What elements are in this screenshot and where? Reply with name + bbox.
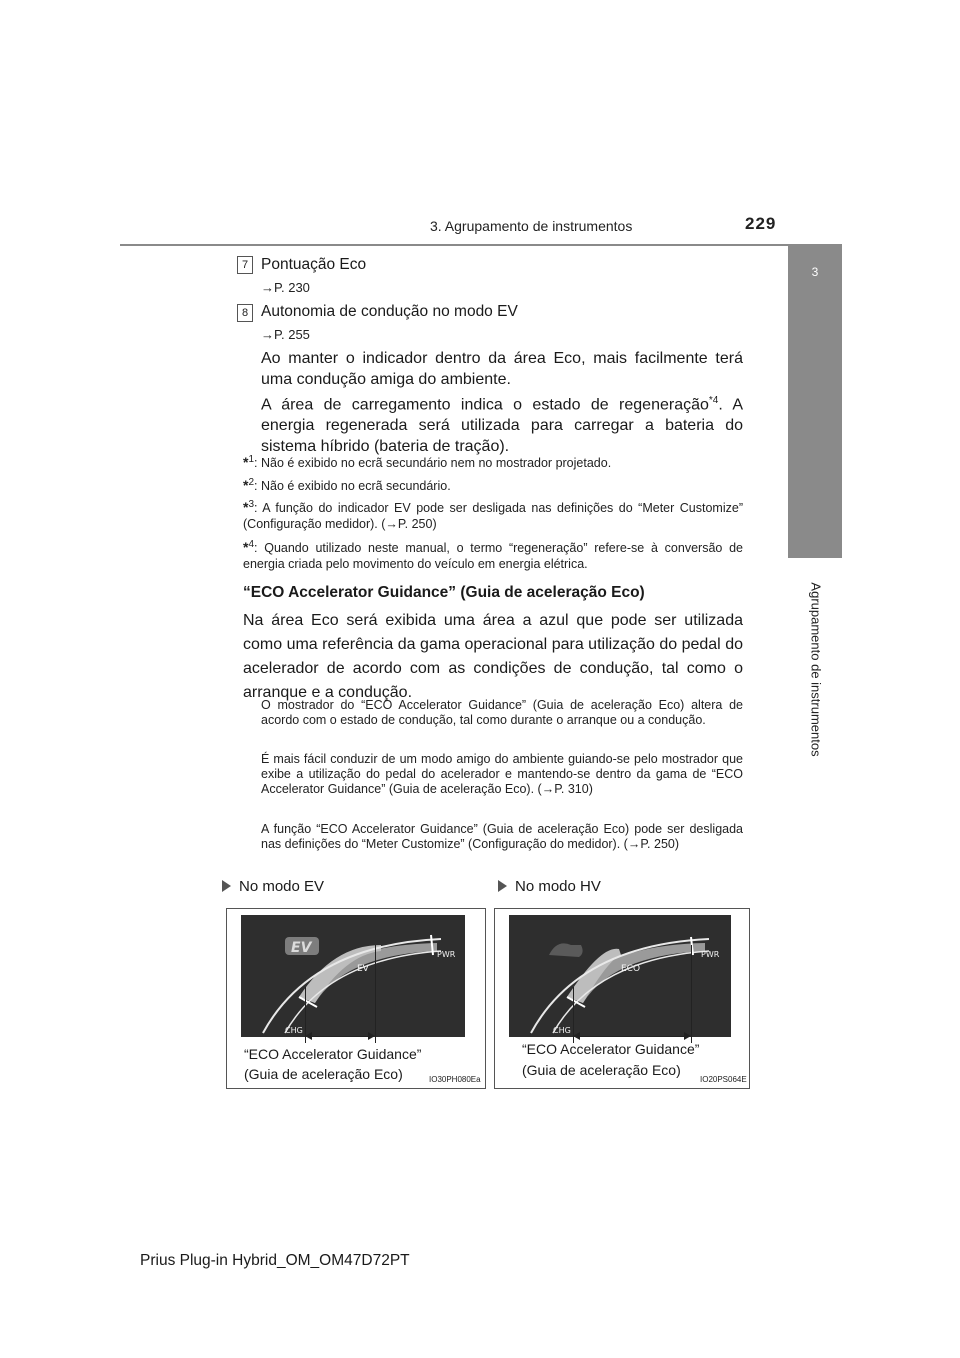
meter-zone-label: EV: [357, 964, 369, 974]
eco-guidance-meter-hv: [509, 915, 731, 1037]
figure-caption-line2: (Guia de aceleração Eco): [522, 1062, 681, 1078]
footnote: [243, 452, 743, 471]
figure-caption-line2: (Guia de aceleração Eco): [244, 1066, 403, 1082]
leader-line: [375, 945, 376, 1043]
footnote-star: *: [243, 477, 249, 494]
footnote-star: *: [243, 539, 249, 556]
paragraph-text: . A energia regenerada será utilizada para carregar a bateria do sistema híbrido (bateria de tração).: [261, 396, 743, 456]
mode-label-text: No modo HV: [515, 878, 601, 895]
footnote: [243, 537, 743, 572]
figure-code: IO30PH080Ea: [429, 1075, 481, 1084]
footnote-star: *: [243, 499, 249, 516]
paragraph-text: A área de carregamento indica o estado de regeneração: [261, 396, 709, 414]
item-title-eco-score: Pontuação Eco: [261, 256, 367, 273]
meter-chg-label: CHG: [553, 1026, 571, 1035]
arrow-right-icon: [684, 1032, 691, 1040]
footnote-text: : Não é exibido no ecrã secundário nem no mostrador projetado.: [254, 456, 612, 471]
note-paragraph: A função “ECO Accelerator Guidance” (Guia de aceleração Eco) pode ser desligada nas definições do “Meter Customize” (Configuração do medidor). (→P. 250): [261, 822, 743, 851]
meter-pwr-label: PWR: [701, 950, 720, 959]
footnote: [243, 497, 743, 532]
figure-caption-line1: “ECO Accelerator Guidance”: [522, 1041, 700, 1057]
item-number-8: 8: [237, 304, 253, 322]
meter-pwr-label: PWR: [437, 950, 456, 959]
header-divider: [120, 244, 842, 246]
chapter-tab-label: Agrupamento de instrumentos: [808, 582, 824, 757]
footnote-number: 2: [248, 477, 255, 488]
footnote-ref: *4: [708, 395, 719, 406]
arrow-left-icon: [573, 1032, 580, 1040]
figure-ev-mode: [226, 908, 486, 1089]
arrow-right-icon: [368, 1032, 375, 1040]
footnote-star: *: [243, 454, 249, 471]
running-header-section: 3. Agrupamento de instrumentos: [430, 218, 633, 234]
footnote-text: : Quando utilizado neste manual, o termo “regeneração” refere-se à conversão de energia criada pelo movimento do veículo em energia elétrica.: [243, 541, 743, 572]
meter-display-photo: [509, 915, 731, 1037]
footnote-text: : Não é exibido no ecrã secundário.: [254, 479, 451, 494]
mode-label-hv: [498, 878, 601, 895]
bullet-triangle-icon: [222, 880, 231, 892]
page-reference: →P. 255: [261, 327, 310, 342]
mode-label-ev: [222, 878, 324, 895]
footnote-number: 4: [248, 539, 255, 550]
figure-caption-line1: “ECO Accelerator Guidance”: [244, 1046, 422, 1062]
meter-chg-label: CHG: [285, 1026, 303, 1035]
paragraph-charge-area: [261, 390, 743, 457]
figure-code: IO20PS064E: [700, 1075, 747, 1084]
figure-hv-mode: [494, 908, 750, 1089]
chapter-tab: [788, 246, 842, 558]
footnote-number: 1: [248, 454, 255, 465]
paragraph-eco-area: Ao manter o indicador dentro da área Eco, mais facilmente terá uma condução amiga do ambiente.: [261, 350, 743, 388]
footnote: [243, 475, 743, 494]
document-id: Prius Plug-in Hybrid_OM_OM47D72PT: [140, 1252, 410, 1269]
note-paragraph: O mostrador do “ECO Accelerator Guidance” (Guia de aceleração Eco) altera de acordo com o estado de condução, tal como durante o arranque ou a condução.: [261, 698, 743, 727]
eco-guidance-meter-ev: [241, 915, 465, 1037]
meter-display-photo: [241, 915, 465, 1037]
meter-zone-label: ECO: [621, 964, 641, 974]
footnote-number: 3: [248, 499, 255, 510]
chapter-tab-number: 3: [811, 265, 819, 279]
note-paragraph: É mais fácil conduzir de um modo amigo do ambiente guiando-se pelo mostrador que exibe a utilização do pedal do acelerador e mantendo-se dentro da gama de “ECO Accelerator Guidance” (Guia de aceleração Eco). (→P. 310): [261, 752, 743, 796]
page-reference: →P. 230: [261, 280, 310, 295]
ev-badge-icon: EV: [291, 940, 312, 956]
mode-label-text: No modo EV: [239, 878, 325, 895]
arrow-left-icon: [305, 1032, 312, 1040]
item-title-ev-range: Autonomia de condução no modo EV: [261, 303, 518, 320]
page-number: 229: [745, 214, 777, 233]
leader-line: [691, 945, 692, 1043]
item-number-7: 7: [237, 256, 253, 274]
range-arrow: [307, 1036, 373, 1037]
section-body: Na área Eco será exibida uma área a azul que pode ser utilizada como uma referência da gama operacional para utilização do pedal do acelerador de acordo com as condições de condução, tal como o arranque e a condução.: [243, 612, 743, 701]
section-heading: “ECO Accelerator Guidance” (Guia de aceleração Eco): [243, 584, 645, 601]
footnote-text: : A função do indicador EV pode ser desligada nas definições do “Meter Customize” (Configuração medidor). (→P. 250): [243, 501, 743, 532]
bullet-triangle-icon: [498, 880, 507, 892]
range-arrow: [575, 1036, 689, 1037]
